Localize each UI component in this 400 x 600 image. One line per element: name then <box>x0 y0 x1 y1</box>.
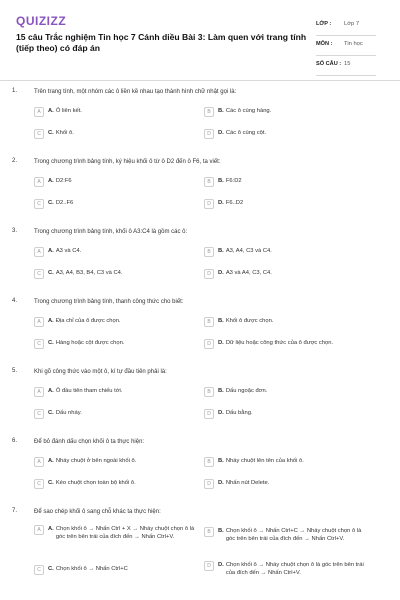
option-c[interactable] <box>34 410 199 419</box>
question-number: 6. <box>12 438 18 444</box>
option-text: Chọn khối ô → Nhấn Ctrl+C → Nháy chuột chọn ô là góc trên bên trái của đích đến → Nhấn Ctrl+V. <box>225 528 362 542</box>
question-number: 5. <box>12 368 18 374</box>
option-text: F6:D2 <box>225 178 242 184</box>
option-b[interactable] <box>204 108 369 117</box>
option-b[interactable] <box>204 248 369 257</box>
option-badge: A <box>34 457 44 467</box>
option-text: Chọn khối ô → Nhấn Ctrl + X → Nháy chuột chọn ô là góc trên bên trái của đích đến → Nhấn Ctrl+V. <box>55 526 195 540</box>
option-letter: A. <box>48 178 54 184</box>
option-badge: B <box>204 457 214 467</box>
option-letter: D. <box>218 200 224 206</box>
question-text: Để sao chép khối ô sang chỗ khác ta thực hiện: <box>34 509 161 515</box>
option-badge: A <box>34 317 44 327</box>
option-text: A3, A4, C3 và C4. <box>225 248 272 254</box>
option-badge: D <box>204 339 214 349</box>
option-badge: B <box>204 527 214 537</box>
option-b[interactable] <box>204 458 369 467</box>
option-badge: C <box>34 269 44 279</box>
option-badge: A <box>34 177 44 187</box>
option-text: Dấu nháy. <box>55 410 82 416</box>
option-badge: B <box>204 107 214 117</box>
option-text: Chọn khối ô → Nhấn Ctrl+C <box>55 566 128 572</box>
option-d[interactable] <box>204 130 369 139</box>
option-badge: A <box>34 247 44 257</box>
option-letter: C. <box>48 200 54 206</box>
option-a[interactable] <box>34 248 199 257</box>
option-letter: B. <box>218 178 224 184</box>
option-text: Hàng hoặc cột được chọn. <box>55 340 125 346</box>
meta-value: Lớp 7 <box>344 21 360 27</box>
option-b[interactable] <box>204 178 369 187</box>
option-letter: C. <box>48 270 54 276</box>
option-letter: D. <box>218 340 224 346</box>
question-number: 4. <box>12 298 18 304</box>
option-letter: D. <box>218 562 224 568</box>
option-a[interactable] <box>34 458 199 467</box>
option-a[interactable] <box>34 178 199 187</box>
meta-value: 15 <box>344 61 351 67</box>
option-letter: B. <box>218 248 224 254</box>
question-number: 3. <box>12 228 18 234</box>
quiz-title: 15 câu Trắc nghiệm Tin học 7 Cánh diều Bài 3: Làm quen với trang tính (tiếp theo) có đáp án <box>16 32 307 53</box>
meta-row-count <box>316 56 376 76</box>
option-d[interactable] <box>204 340 369 349</box>
option-badge: B <box>204 177 214 187</box>
option-c[interactable] <box>34 270 199 279</box>
meta-row-subject <box>316 36 376 56</box>
option-letter: C. <box>48 566 54 572</box>
option-text: F6..D2 <box>225 200 244 206</box>
question-text: Trên trang tính, một nhóm các ô liền kề nhau tạo thành hình chữ nhật gọi là: <box>34 89 237 95</box>
option-a[interactable] <box>34 388 199 397</box>
option-text: Dữ liệu hoặc công thức của ô được chọn. <box>225 340 334 346</box>
option-text: Khối ô được chọn. <box>225 318 274 324</box>
option-text: D2:F6 <box>55 178 72 184</box>
option-badge: C <box>34 409 44 419</box>
option-badge: C <box>34 479 44 489</box>
option-badge: B <box>204 317 214 327</box>
header-divider <box>0 80 400 81</box>
question-text: Khi gõ công thức vào một ô, kí tự đầu tiên phải là: <box>34 369 167 375</box>
question-text: Trong chương trình bảng tính, thanh công thức cho biết: <box>34 299 184 305</box>
option-letter: D. <box>218 480 224 486</box>
option-c[interactable] <box>34 130 199 139</box>
option-text: Kéo chuột chọn toàn bộ khối ô. <box>55 480 136 486</box>
option-text: A3 và A4, C3, C4. <box>225 270 272 276</box>
option-badge: D <box>204 129 214 139</box>
option-badge: D <box>204 269 214 279</box>
option-letter: D. <box>218 410 224 416</box>
option-badge: A <box>34 107 44 117</box>
option-letter: A. <box>48 108 54 114</box>
option-letter: A. <box>48 458 54 464</box>
option-text: Nháy chuột ở bên ngoài khối ô. <box>55 458 137 464</box>
option-badge: D <box>204 479 214 489</box>
question-number: 2. <box>12 158 18 164</box>
question-number: 7. <box>12 508 18 514</box>
option-b[interactable] <box>204 528 369 543</box>
option-badge: D <box>204 561 214 571</box>
option-d[interactable] <box>204 480 369 489</box>
option-text: Địa chỉ của ô được chọn. <box>55 318 121 324</box>
option-letter: B. <box>218 108 224 114</box>
option-letter: B. <box>218 458 224 464</box>
option-text: Các ô cùng cột. <box>225 130 267 136</box>
option-letter: A. <box>48 318 54 324</box>
question-text: Để bỏ đánh dấu chọn khối ô ta thực hiện: <box>34 439 145 445</box>
option-letter: C. <box>48 480 54 486</box>
option-text: Nháy chuột lên tên của khối ô. <box>225 458 304 464</box>
option-badge: A <box>34 387 44 397</box>
quiz-meta <box>316 16 376 76</box>
option-badge: C <box>34 565 44 575</box>
option-letter: A. <box>48 526 54 532</box>
option-a[interactable] <box>34 318 199 327</box>
option-letter: C. <box>48 130 54 136</box>
option-text: Các ô cùng hàng. <box>225 108 272 114</box>
option-text: Khối ô. <box>55 130 74 136</box>
meta-row-class <box>316 16 376 36</box>
option-letter: D. <box>218 270 224 276</box>
option-a[interactable] <box>34 108 199 117</box>
option-d[interactable] <box>204 270 369 279</box>
option-c[interactable] <box>34 200 199 209</box>
option-badge: C <box>34 199 44 209</box>
option-text: A3, A4, B3, B4, C3 và C4. <box>55 270 123 276</box>
option-d[interactable] <box>204 200 369 209</box>
option-a[interactable] <box>34 526 199 541</box>
question-text: Trong chương trình bảng tính, ký hiệu khối ô từ ô D2 đến ô F6, ta viết: <box>34 159 221 165</box>
option-badge: D <box>204 409 214 419</box>
meta-value: Tin học <box>344 41 363 47</box>
option-text: Ô đầu tiên tham chiếu tới. <box>55 388 123 394</box>
option-b[interactable] <box>204 388 369 397</box>
option-badge: B <box>204 247 214 257</box>
option-letter: A. <box>48 388 54 394</box>
option-letter: A. <box>48 248 54 254</box>
quizizz-logo: QUIZIZZ <box>16 14 67 28</box>
option-letter: C. <box>48 340 54 346</box>
option-letter: B. <box>218 528 224 534</box>
option-text: Dấu ngoặc đơn. <box>225 388 268 394</box>
question-text: Trong chương trình bảng tính, khối ô A3:C4 là gồm các ô: <box>34 229 188 235</box>
option-badge: A <box>34 525 44 535</box>
option-c[interactable] <box>34 566 199 575</box>
option-d[interactable] <box>204 562 369 577</box>
option-c[interactable] <box>34 340 199 349</box>
option-text: A3 và C4. <box>55 248 82 254</box>
option-badge: B <box>204 387 214 397</box>
option-badge: C <box>34 129 44 139</box>
option-badge: C <box>34 339 44 349</box>
meta-key: LỚP : <box>316 21 332 27</box>
option-letter: C. <box>48 410 54 416</box>
option-letter: D. <box>218 130 224 136</box>
meta-key: MÔN : <box>316 41 333 47</box>
option-text: Nhấn nút Delete. <box>225 480 270 486</box>
meta-key: SỐ CÂU : <box>316 61 342 67</box>
option-badge: D <box>204 199 214 209</box>
option-d[interactable] <box>204 410 369 419</box>
option-c[interactable] <box>34 480 199 489</box>
option-text: D2..F6 <box>55 200 74 206</box>
option-letter: B. <box>218 318 224 324</box>
option-text: Dấu bằng. <box>225 410 253 416</box>
option-letter: B. <box>218 388 224 394</box>
question-number: 1. <box>12 88 18 94</box>
option-b[interactable] <box>204 318 369 327</box>
option-text: Chọn khối ô → Nháy chuột chọn ô là góc trên bên trái của đích đến → Nhấn Ctrl+V. <box>225 562 364 576</box>
option-text: Ô liên kết. <box>55 108 82 114</box>
